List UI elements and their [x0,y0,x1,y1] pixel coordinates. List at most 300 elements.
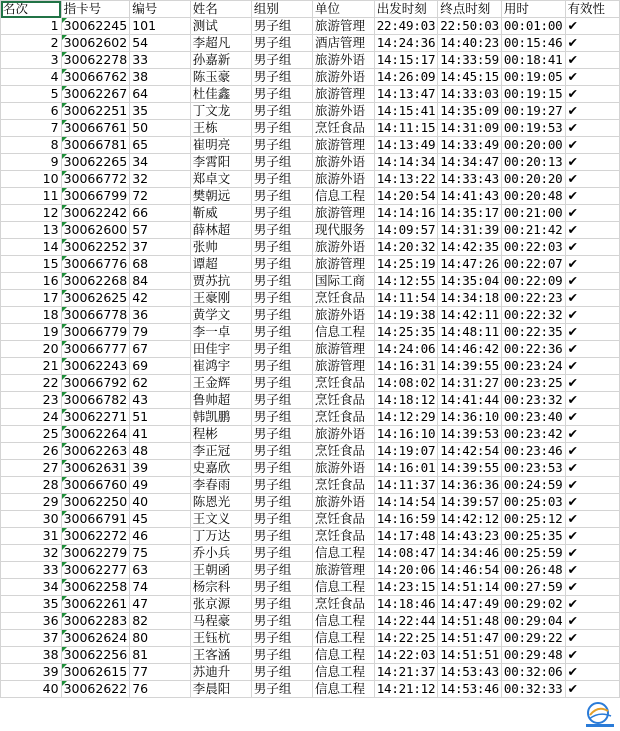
group-cell[interactable]: 男子组 [251,494,312,511]
name-cell[interactable]: 马程豪 [190,613,251,630]
start-time-cell[interactable]: 14:14:54 [374,494,438,511]
bib-number-cell[interactable]: 68 [130,256,191,273]
elapsed-time-cell[interactable]: 00:20:13 [501,154,565,171]
group-cell[interactable]: 男子组 [251,579,312,596]
card-number-cell[interactable] [61,460,130,477]
start-time-cell[interactable]: 14:12:29 [374,409,438,426]
column-header-7[interactable]: 终点时刻 [438,1,502,18]
group-cell[interactable]: 男子组 [251,460,312,477]
valid-cell[interactable]: ✔ [565,562,619,579]
start-time-cell[interactable]: 14:19:07 [374,443,438,460]
card-number-cell[interactable] [61,613,130,630]
finish-time-cell[interactable]: 14:35:04 [438,273,502,290]
name-cell[interactable]: 李正冠 [190,443,251,460]
valid-cell[interactable]: ✔ [565,137,619,154]
valid-cell[interactable]: ✔ [565,647,619,664]
elapsed-time-cell[interactable]: 00:29:02 [501,596,565,613]
elapsed-time-cell[interactable]: 00:19:53 [501,120,565,137]
elapsed-time-cell[interactable]: 00:23:42 [501,426,565,443]
valid-cell[interactable]: ✔ [565,103,619,120]
name-cell[interactable]: 李一卓 [190,324,251,341]
card-number-cell[interactable] [61,664,130,681]
name-cell[interactable]: 薛林超 [190,222,251,239]
valid-cell[interactable]: ✔ [565,579,619,596]
unit-cell[interactable]: 旅游管理 [313,205,375,222]
name-cell[interactable]: 陈玉豪 [190,69,251,86]
rank-cell[interactable]: 8 [1,137,62,154]
card-number-cell[interactable] [61,358,130,375]
valid-cell[interactable]: ✔ [565,392,619,409]
card-number-cell[interactable] [61,120,130,137]
valid-cell[interactable]: ✔ [565,375,619,392]
card-number-cell[interactable] [61,630,130,647]
name-cell[interactable]: 贾苏抗 [190,273,251,290]
elapsed-time-cell[interactable]: 00:25:35 [501,528,565,545]
start-time-cell[interactable]: 14:14:34 [374,154,438,171]
bib-number-cell[interactable]: 43 [130,392,191,409]
finish-time-cell[interactable]: 14:36:10 [438,409,502,426]
bib-number-cell[interactable]: 57 [130,222,191,239]
rank-cell[interactable]: 12 [1,205,62,222]
start-time-cell[interactable]: 14:19:38 [374,307,438,324]
start-time-cell[interactable]: 14:26:09 [374,69,438,86]
bib-number-cell[interactable]: 75 [130,545,191,562]
unit-cell[interactable]: 信息工程 [313,613,375,630]
finish-time-cell[interactable]: 14:51:48 [438,613,502,630]
unit-cell[interactable]: 旅游管理 [313,358,375,375]
start-time-cell[interactable]: 14:20:06 [374,562,438,579]
group-cell[interactable]: 男子组 [251,443,312,460]
valid-cell[interactable]: ✔ [565,171,619,188]
finish-time-cell[interactable]: 14:42:11 [438,307,502,324]
elapsed-time-cell[interactable]: 00:22:35 [501,324,565,341]
bib-number-cell[interactable]: 54 [130,35,191,52]
rank-cell[interactable]: 22 [1,375,62,392]
card-number-cell[interactable] [61,222,130,239]
start-time-cell[interactable]: 14:11:54 [374,290,438,307]
column-header-2[interactable]: 编号 [130,1,191,18]
name-cell[interactable]: 谭超 [190,256,251,273]
card-number-cell[interactable] [61,681,130,698]
unit-cell[interactable]: 旅游管理 [313,86,375,103]
start-time-cell[interactable]: 14:22:03 [374,647,438,664]
name-cell[interactable]: 崔鸿宇 [190,358,251,375]
card-number-cell[interactable] [61,35,130,52]
rank-cell[interactable]: 25 [1,426,62,443]
start-time-cell[interactable]: 14:08:47 [374,545,438,562]
finish-time-cell[interactable]: 14:33:43 [438,171,502,188]
finish-time-cell[interactable]: 14:51:47 [438,630,502,647]
rank-cell[interactable]: 40 [1,681,62,698]
name-cell[interactable]: 王文义 [190,511,251,528]
name-cell[interactable]: 李春雨 [190,477,251,494]
elapsed-time-cell[interactable]: 00:20:48 [501,188,565,205]
finish-time-cell[interactable]: 14:42:54 [438,443,502,460]
unit-cell[interactable]: 信息工程 [313,545,375,562]
valid-cell[interactable]: ✔ [565,324,619,341]
rank-cell[interactable]: 19 [1,324,62,341]
finish-time-cell[interactable]: 14:51:51 [438,647,502,664]
rank-cell[interactable]: 29 [1,494,62,511]
rank-cell[interactable]: 13 [1,222,62,239]
unit-cell[interactable]: 烹饪食品 [313,290,375,307]
name-cell[interactable]: 黄学文 [190,307,251,324]
valid-cell[interactable]: ✔ [565,120,619,137]
card-number-cell[interactable] [61,52,130,69]
bib-number-cell[interactable]: 51 [130,409,191,426]
group-cell[interactable]: 男子组 [251,86,312,103]
name-cell[interactable]: 杜佳鑫 [190,86,251,103]
unit-cell[interactable]: 烹饪食品 [313,375,375,392]
name-cell[interactable]: 史嘉欣 [190,460,251,477]
group-cell[interactable]: 男子组 [251,392,312,409]
rank-cell[interactable]: 16 [1,273,62,290]
bib-number-cell[interactable]: 101 [130,18,191,35]
valid-cell[interactable]: ✔ [565,426,619,443]
card-number-cell[interactable] [61,477,130,494]
elapsed-time-cell[interactable]: 00:26:48 [501,562,565,579]
name-cell[interactable]: 丁万达 [190,528,251,545]
bib-number-cell[interactable]: 37 [130,239,191,256]
card-number-cell[interactable] [61,307,130,324]
bib-number-cell[interactable]: 69 [130,358,191,375]
bib-number-cell[interactable]: 64 [130,86,191,103]
unit-cell[interactable]: 信息工程 [313,664,375,681]
start-time-cell[interactable]: 14:18:12 [374,392,438,409]
unit-cell[interactable]: 信息工程 [313,681,375,698]
card-number-cell[interactable] [61,511,130,528]
unit-cell[interactable]: 旅游管理 [313,341,375,358]
name-cell[interactable]: 田佳宇 [190,341,251,358]
finish-time-cell[interactable]: 14:31:09 [438,120,502,137]
rank-cell[interactable]: 15 [1,256,62,273]
bib-number-cell[interactable]: 74 [130,579,191,596]
start-time-cell[interactable]: 14:08:02 [374,375,438,392]
start-time-cell[interactable]: 14:25:19 [374,256,438,273]
bib-number-cell[interactable]: 45 [130,511,191,528]
elapsed-time-cell[interactable]: 00:01:00 [501,18,565,35]
elapsed-time-cell[interactable]: 00:23:53 [501,460,565,477]
bib-number-cell[interactable]: 49 [130,477,191,494]
rank-cell[interactable]: 5 [1,86,62,103]
group-cell[interactable]: 男子组 [251,562,312,579]
rank-cell[interactable]: 37 [1,630,62,647]
start-time-cell[interactable]: 14:24:36 [374,35,438,52]
unit-cell[interactable]: 信息工程 [313,324,375,341]
name-cell[interactable]: 靳威 [190,205,251,222]
group-cell[interactable]: 男子组 [251,324,312,341]
elapsed-time-cell[interactable]: 00:15:46 [501,35,565,52]
card-number-cell[interactable] [61,647,130,664]
finish-time-cell[interactable]: 14:47:49 [438,596,502,613]
valid-cell[interactable]: ✔ [565,239,619,256]
rank-cell[interactable]: 36 [1,613,62,630]
rank-cell[interactable]: 6 [1,103,62,120]
elapsed-time-cell[interactable]: 00:29:04 [501,613,565,630]
card-number-cell[interactable] [61,103,130,120]
column-header-3[interactable]: 姓名 [190,1,251,18]
elapsed-time-cell[interactable]: 00:29:48 [501,647,565,664]
card-number-cell[interactable] [61,409,130,426]
unit-cell[interactable]: 旅游管理 [313,256,375,273]
elapsed-time-cell[interactable]: 00:27:59 [501,579,565,596]
name-cell[interactable]: 李霄阳 [190,154,251,171]
finish-time-cell[interactable]: 14:43:23 [438,528,502,545]
start-time-cell[interactable]: 14:13:47 [374,86,438,103]
unit-cell[interactable]: 烹饪食品 [313,596,375,613]
unit-cell[interactable]: 信息工程 [313,630,375,647]
rank-cell[interactable]: 32 [1,545,62,562]
group-cell[interactable]: 男子组 [251,426,312,443]
bib-number-cell[interactable]: 46 [130,528,191,545]
rank-cell[interactable]: 17 [1,290,62,307]
elapsed-time-cell[interactable]: 00:23:40 [501,409,565,426]
card-number-cell[interactable] [61,69,130,86]
valid-cell[interactable]: ✔ [565,443,619,460]
valid-cell[interactable]: ✔ [565,409,619,426]
column-header-1[interactable]: 指卡号 [61,1,130,18]
rank-cell[interactable]: 34 [1,579,62,596]
elapsed-time-cell[interactable]: 00:32:33 [501,681,565,698]
name-cell[interactable]: 王金辉 [190,375,251,392]
unit-cell[interactable]: 旅游外语 [313,426,375,443]
card-number-cell[interactable] [61,239,130,256]
bib-number-cell[interactable]: 72 [130,188,191,205]
name-cell[interactable]: 程彬 [190,426,251,443]
name-cell[interactable]: 孙嘉新 [190,52,251,69]
bib-number-cell[interactable]: 38 [130,69,191,86]
card-number-cell[interactable] [61,528,130,545]
group-cell[interactable]: 男子组 [251,545,312,562]
valid-cell[interactable]: ✔ [565,528,619,545]
card-number-cell[interactable] [61,18,130,35]
start-time-cell[interactable]: 14:14:16 [374,205,438,222]
valid-cell[interactable]: ✔ [565,69,619,86]
valid-cell[interactable]: ✔ [565,681,619,698]
bib-number-cell[interactable]: 62 [130,375,191,392]
rank-cell[interactable]: 11 [1,188,62,205]
name-cell[interactable]: 郑卓文 [190,171,251,188]
rank-cell[interactable]: 38 [1,647,62,664]
unit-cell[interactable]: 烹饪食品 [313,392,375,409]
unit-cell[interactable]: 烹饪食品 [313,511,375,528]
group-cell[interactable]: 男子组 [251,154,312,171]
valid-cell[interactable]: ✔ [565,188,619,205]
valid-cell[interactable]: ✔ [565,154,619,171]
group-cell[interactable]: 男子组 [251,137,312,154]
card-number-cell[interactable] [61,426,130,443]
start-time-cell[interactable]: 14:18:46 [374,596,438,613]
bib-number-cell[interactable]: 82 [130,613,191,630]
unit-cell[interactable]: 旅游外语 [313,494,375,511]
name-cell[interactable]: 王钰杭 [190,630,251,647]
bib-number-cell[interactable]: 36 [130,307,191,324]
valid-cell[interactable]: ✔ [565,613,619,630]
unit-cell[interactable]: 旅游外语 [313,171,375,188]
name-cell[interactable]: 崔明亮 [190,137,251,154]
start-time-cell[interactable]: 14:09:57 [374,222,438,239]
unit-cell[interactable]: 旅游外语 [313,52,375,69]
group-cell[interactable]: 男子组 [251,171,312,188]
valid-cell[interactable]: ✔ [565,511,619,528]
group-cell[interactable]: 男子组 [251,69,312,86]
bib-number-cell[interactable]: 32 [130,171,191,188]
group-cell[interactable]: 男子组 [251,35,312,52]
start-time-cell[interactable]: 14:22:25 [374,630,438,647]
group-cell[interactable]: 男子组 [251,205,312,222]
rank-cell[interactable]: 3 [1,52,62,69]
finish-time-cell[interactable]: 14:42:35 [438,239,502,256]
column-header-6[interactable]: 出发时刻 [374,1,438,18]
name-cell[interactable]: 鲁帅超 [190,392,251,409]
elapsed-time-cell[interactable]: 00:19:05 [501,69,565,86]
finish-time-cell[interactable]: 14:39:57 [438,494,502,511]
unit-cell[interactable]: 信息工程 [313,188,375,205]
rank-cell[interactable]: 28 [1,477,62,494]
group-cell[interactable]: 男子组 [251,375,312,392]
name-cell[interactable]: 张京源 [190,596,251,613]
name-cell[interactable]: 樊朝远 [190,188,251,205]
name-cell[interactable]: 杨宗科 [190,579,251,596]
finish-time-cell[interactable]: 14:34:47 [438,154,502,171]
card-number-cell[interactable] [61,443,130,460]
rank-cell[interactable]: 1 [1,18,62,35]
finish-time-cell[interactable]: 14:39:55 [438,358,502,375]
finish-time-cell[interactable]: 14:46:42 [438,341,502,358]
rank-cell[interactable]: 33 [1,562,62,579]
finish-time-cell[interactable]: 14:35:09 [438,103,502,120]
group-cell[interactable]: 男子组 [251,273,312,290]
start-time-cell[interactable]: 14:24:06 [374,341,438,358]
start-time-cell[interactable]: 14:20:32 [374,239,438,256]
start-time-cell[interactable]: 14:15:17 [374,52,438,69]
rank-cell[interactable]: 27 [1,460,62,477]
finish-time-cell[interactable]: 14:47:26 [438,256,502,273]
unit-cell[interactable]: 国际工商 [313,273,375,290]
start-time-cell[interactable]: 14:11:15 [374,120,438,137]
group-cell[interactable]: 男子组 [251,511,312,528]
card-number-cell[interactable] [61,273,130,290]
finish-time-cell[interactable]: 14:36:36 [438,477,502,494]
start-time-cell[interactable]: 14:13:49 [374,137,438,154]
finish-time-cell[interactable]: 14:42:12 [438,511,502,528]
column-header-8[interactable]: 用时 [501,1,565,18]
valid-cell[interactable]: ✔ [565,664,619,681]
card-number-cell[interactable] [61,137,130,154]
finish-time-cell[interactable]: 14:40:23 [438,35,502,52]
unit-cell[interactable]: 信息工程 [313,579,375,596]
finish-time-cell[interactable]: 14:53:46 [438,681,502,698]
finish-time-cell[interactable]: 14:31:39 [438,222,502,239]
group-cell[interactable]: 男子组 [251,358,312,375]
unit-cell[interactable]: 旅游外语 [313,69,375,86]
start-time-cell[interactable]: 14:16:01 [374,460,438,477]
elapsed-time-cell[interactable]: 00:25:03 [501,494,565,511]
elapsed-time-cell[interactable]: 00:23:32 [501,392,565,409]
bib-number-cell[interactable]: 41 [130,426,191,443]
name-cell[interactable]: 陈恩光 [190,494,251,511]
name-cell[interactable]: 李超凡 [190,35,251,52]
valid-cell[interactable]: ✔ [565,630,619,647]
start-time-cell[interactable]: 14:21:12 [374,681,438,698]
valid-cell[interactable]: ✔ [565,307,619,324]
rank-cell[interactable]: 26 [1,443,62,460]
start-time-cell[interactable]: 14:16:59 [374,511,438,528]
elapsed-time-cell[interactable]: 00:21:00 [501,205,565,222]
start-time-cell[interactable]: 14:13:22 [374,171,438,188]
valid-cell[interactable]: ✔ [565,18,619,35]
group-cell[interactable]: 男子组 [251,120,312,137]
finish-time-cell[interactable]: 14:35:17 [438,205,502,222]
bib-number-cell[interactable]: 47 [130,596,191,613]
finish-time-cell[interactable]: 14:41:43 [438,188,502,205]
start-time-cell[interactable]: 14:16:31 [374,358,438,375]
unit-cell[interactable]: 旅游外语 [313,154,375,171]
bib-number-cell[interactable]: 63 [130,562,191,579]
group-cell[interactable]: 男子组 [251,52,312,69]
card-number-cell[interactable] [61,171,130,188]
elapsed-time-cell[interactable]: 00:20:20 [501,171,565,188]
valid-cell[interactable]: ✔ [565,494,619,511]
start-time-cell[interactable]: 14:21:37 [374,664,438,681]
finish-time-cell[interactable]: 22:50:03 [438,18,502,35]
card-number-cell[interactable] [61,341,130,358]
elapsed-time-cell[interactable]: 00:22:09 [501,273,565,290]
bib-number-cell[interactable]: 33 [130,52,191,69]
bib-number-cell[interactable]: 48 [130,443,191,460]
valid-cell[interactable]: ✔ [565,290,619,307]
elapsed-time-cell[interactable]: 00:20:00 [501,137,565,154]
group-cell[interactable]: 男子组 [251,630,312,647]
bib-number-cell[interactable]: 80 [130,630,191,647]
rank-cell[interactable]: 9 [1,154,62,171]
finish-time-cell[interactable]: 14:33:03 [438,86,502,103]
name-cell[interactable]: 测试 [190,18,251,35]
bib-number-cell[interactable]: 34 [130,154,191,171]
bib-number-cell[interactable]: 65 [130,137,191,154]
rank-cell[interactable]: 10 [1,171,62,188]
start-time-cell[interactable]: 14:20:54 [374,188,438,205]
elapsed-time-cell[interactable]: 00:29:22 [501,630,565,647]
rank-cell[interactable]: 21 [1,358,62,375]
elapsed-time-cell[interactable]: 00:22:03 [501,239,565,256]
elapsed-time-cell[interactable]: 00:18:41 [501,52,565,69]
elapsed-time-cell[interactable]: 00:19:27 [501,103,565,120]
elapsed-time-cell[interactable]: 00:25:12 [501,511,565,528]
valid-cell[interactable]: ✔ [565,358,619,375]
group-cell[interactable]: 男子组 [251,477,312,494]
elapsed-time-cell[interactable]: 00:25:59 [501,545,565,562]
card-number-cell[interactable] [61,205,130,222]
elapsed-time-cell[interactable]: 00:19:15 [501,86,565,103]
group-cell[interactable]: 男子组 [251,528,312,545]
elapsed-time-cell[interactable]: 00:23:46 [501,443,565,460]
elapsed-time-cell[interactable]: 00:23:25 [501,375,565,392]
rank-cell[interactable]: 31 [1,528,62,545]
column-header-9[interactable]: 有效性 [565,1,619,18]
card-number-cell[interactable] [61,545,130,562]
elapsed-time-cell[interactable]: 00:24:59 [501,477,565,494]
column-header-5[interactable]: 单位 [313,1,375,18]
group-cell[interactable]: 男子组 [251,409,312,426]
valid-cell[interactable]: ✔ [565,256,619,273]
valid-cell[interactable]: ✔ [565,86,619,103]
start-time-cell[interactable]: 14:17:48 [374,528,438,545]
group-cell[interactable]: 男子组 [251,188,312,205]
valid-cell[interactable]: ✔ [565,596,619,613]
rank-cell[interactable]: 35 [1,596,62,613]
unit-cell[interactable]: 旅游管理 [313,562,375,579]
